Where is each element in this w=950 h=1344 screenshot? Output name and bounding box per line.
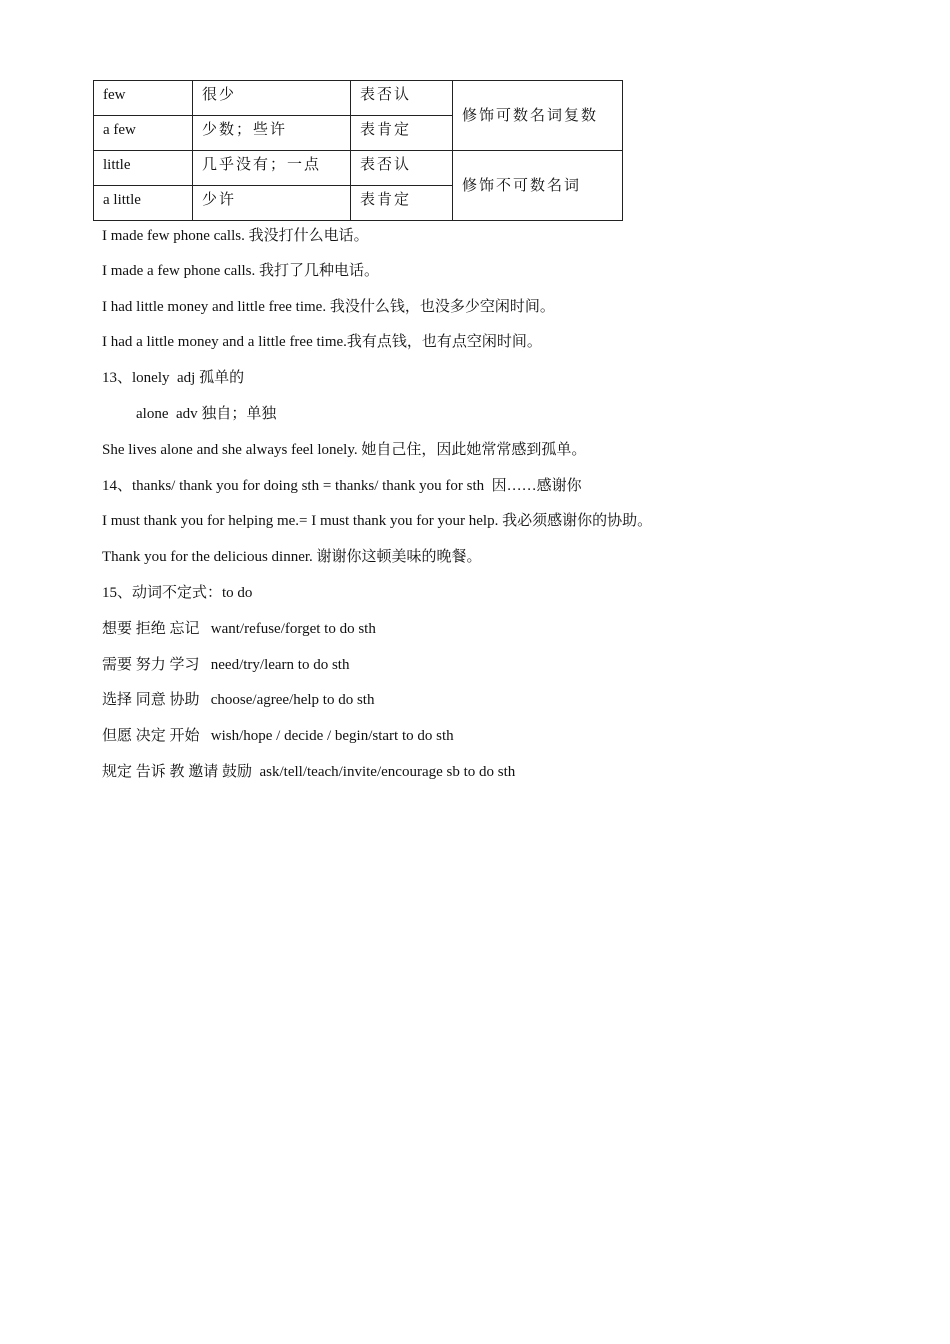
table-cell-meaning: 几乎没有；一点	[193, 151, 351, 186]
example-sentence: Thank you for the delicious dinner. 谢谢你这顿美味的晚餐。	[102, 549, 482, 565]
table-cell-sense: 表否认	[351, 151, 453, 186]
table-row	[94, 151, 623, 186]
few-little-table	[93, 80, 623, 221]
verb-list-item: 需要 努力 学习 need/try/learn to do sth	[102, 657, 350, 673]
table-cell-sense: 表否认	[351, 81, 453, 116]
table-cell-sense: 表肯定	[351, 116, 453, 151]
example-sentence: She lives alone and she always feel lonely. 她自己住，因此她常常感到孤单。	[102, 442, 587, 458]
table-cell-usage: 修饰不可数名词	[453, 151, 623, 221]
table-cell-word: a little	[94, 186, 193, 221]
verb-list-item: 但愿 决定 开始 wish/hope / decide / begin/start to do sth	[102, 728, 454, 744]
table-cell-word: little	[94, 151, 193, 186]
table-cell-meaning: 少许	[193, 186, 351, 221]
example-sentence: I must thank you for helping me.= I must thank you for your help. 我必须感谢你的协助。	[102, 513, 653, 529]
table-cell-meaning: 很少	[193, 81, 351, 116]
table-cell-meaning: 少数；些许	[193, 116, 351, 151]
verb-list-item: 规定 告诉 教 邀请 鼓励 ask/tell/teach/invite/encourage sb to do sth	[102, 764, 516, 780]
example-sentence: I made few phone calls. 我没打什么电话。	[102, 228, 369, 244]
example-sentence: I had little money and little free time. 我没什么钱，也没多少空闲时间。	[102, 299, 555, 315]
verb-list-item: 选择 同意 协助 choose/agree/help to do sth	[102, 692, 375, 708]
table-row	[94, 81, 623, 116]
table-cell-sense: 表肯定	[351, 186, 453, 221]
section-heading-13: 13、lonely adj 孤单的	[102, 370, 245, 386]
table-cell-word: few	[94, 81, 193, 116]
table-cell-usage: 修饰可数名词复数	[453, 81, 623, 151]
table-cell-word: a few	[94, 116, 193, 151]
section-heading-15: 15、动词不定式：to do	[102, 585, 253, 601]
vocab-entry: alone adv 独自；单独	[136, 406, 277, 422]
section-heading-14: 14、thanks/ thank you for doing sth = thanks/ thank you for sth 因……感谢你	[102, 478, 582, 494]
example-sentence: I made a few phone calls. 我打了几种电话。	[102, 263, 380, 279]
example-sentence: I had a little money and a little free time.我有点钱，也有点空闲时间。	[102, 334, 542, 350]
verb-list-item: 想要 拒绝 忘记 want/refuse/forget to do sth	[102, 621, 376, 637]
